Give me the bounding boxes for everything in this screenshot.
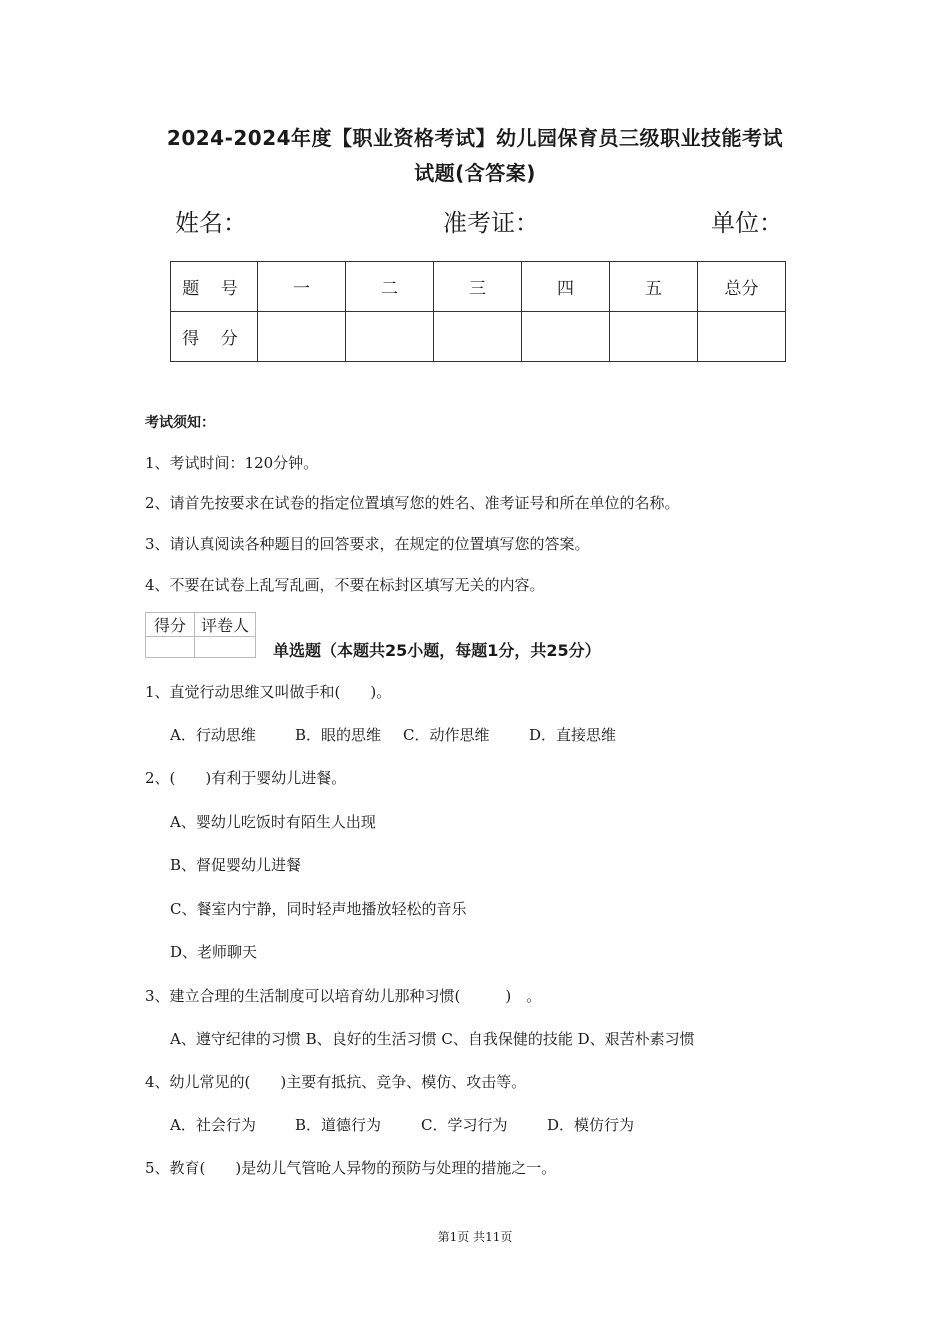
name-label: 姓名： [175,209,247,237]
option: D．模仿行为 [547,1116,635,1134]
notice-item: 3、请认真阅读各种题目的回答要求，在规定的位置填写您的答案。 [145,535,590,553]
page-footer: 第1页 共11页 [437,1230,513,1244]
option: A．行动思维 [170,726,256,744]
title-line-2: 试题(含答案) [414,161,536,185]
score-cell-empty [258,312,346,362]
option: B、督促婴幼儿进餐 [170,856,302,874]
notice-heading: 考试须知： [145,415,215,431]
option: D、老师聊天 [170,943,258,961]
question-4-options [170,1114,634,1135]
score-table [170,261,786,362]
score-cell-header: 三 [434,262,522,312]
question-2: 2、( )有利于婴幼儿进餐。 [145,769,347,787]
score-cell-empty [434,312,522,362]
exam-id-label: 准考证： [443,209,539,237]
notice-item: 4、不要在试卷上乱写乱画，不要在标封区填写无关的内容。 [145,576,545,594]
grader-score-cell [146,637,195,658]
score-cell-header: 一 [258,262,346,312]
score-cell-header: 总分 [698,262,786,312]
score-cell-empty [522,312,610,362]
question-1-options [170,724,616,745]
grader-reviewer-label: 评卷人 [195,613,256,637]
option: A．社会行为 [170,1116,256,1134]
option: C．动作思维 [403,726,490,744]
title-line-1: 2024-2024年度【职业资格考试】幼儿园保育员三级职业技能考试 [166,126,784,150]
option: C．学习行为 [421,1116,508,1134]
grader-reviewer-cell [195,637,256,658]
unit-label: 单位： [711,209,783,237]
option: D．直接思维 [529,726,617,744]
score-cell-header: 题 号 [171,262,258,312]
question-5: 5、教育( )是幼儿气管呛人异物的预防与处理的措施之一。 [145,1159,557,1177]
question-1: 1、直觉行动思维又叫做手和( )。 [145,683,392,701]
section-title: 单选题（本题共25小题，每题1分，共25分） [273,641,601,660]
question-4: 4、幼儿常见的( )主要有抵抗、竞争、模仿、攻击等。 [145,1073,527,1091]
score-table-score-row [171,312,786,362]
question-3-options: A、遵守纪律的习惯 B、良好的生活习惯 C、自我保健的技能 D、艰苦朴素习惯 [170,1030,695,1048]
grader-score-label: 得分 [146,613,195,637]
grader-box [145,612,256,658]
notice-item: 1、考试时间：120分钟。 [145,454,319,472]
score-cell-empty [346,312,434,362]
score-cell-header: 二 [346,262,434,312]
score-cell-header: 五 [610,262,698,312]
score-cell-header: 四 [522,262,610,312]
score-table-header-row [171,262,786,312]
score-cell-empty [698,312,786,362]
score-cell-empty [610,312,698,362]
option: C、餐室内宁静，同时轻声地播放轻松的音乐 [170,900,467,918]
option: A、婴幼儿吃饭时有陌生人出现 [170,813,376,831]
notice-item: 2、请首先按要求在试卷的指定位置填写您的姓名、准考证号和所在单位的名称。 [145,494,680,512]
question-3: 3、建立合理的生活制度可以培育幼儿那种习惯( ) 。 [145,987,542,1005]
option: B．道德行为 [295,1116,382,1134]
option: B．眼的思维 [295,726,382,744]
score-row-label: 得 分 [171,312,258,362]
